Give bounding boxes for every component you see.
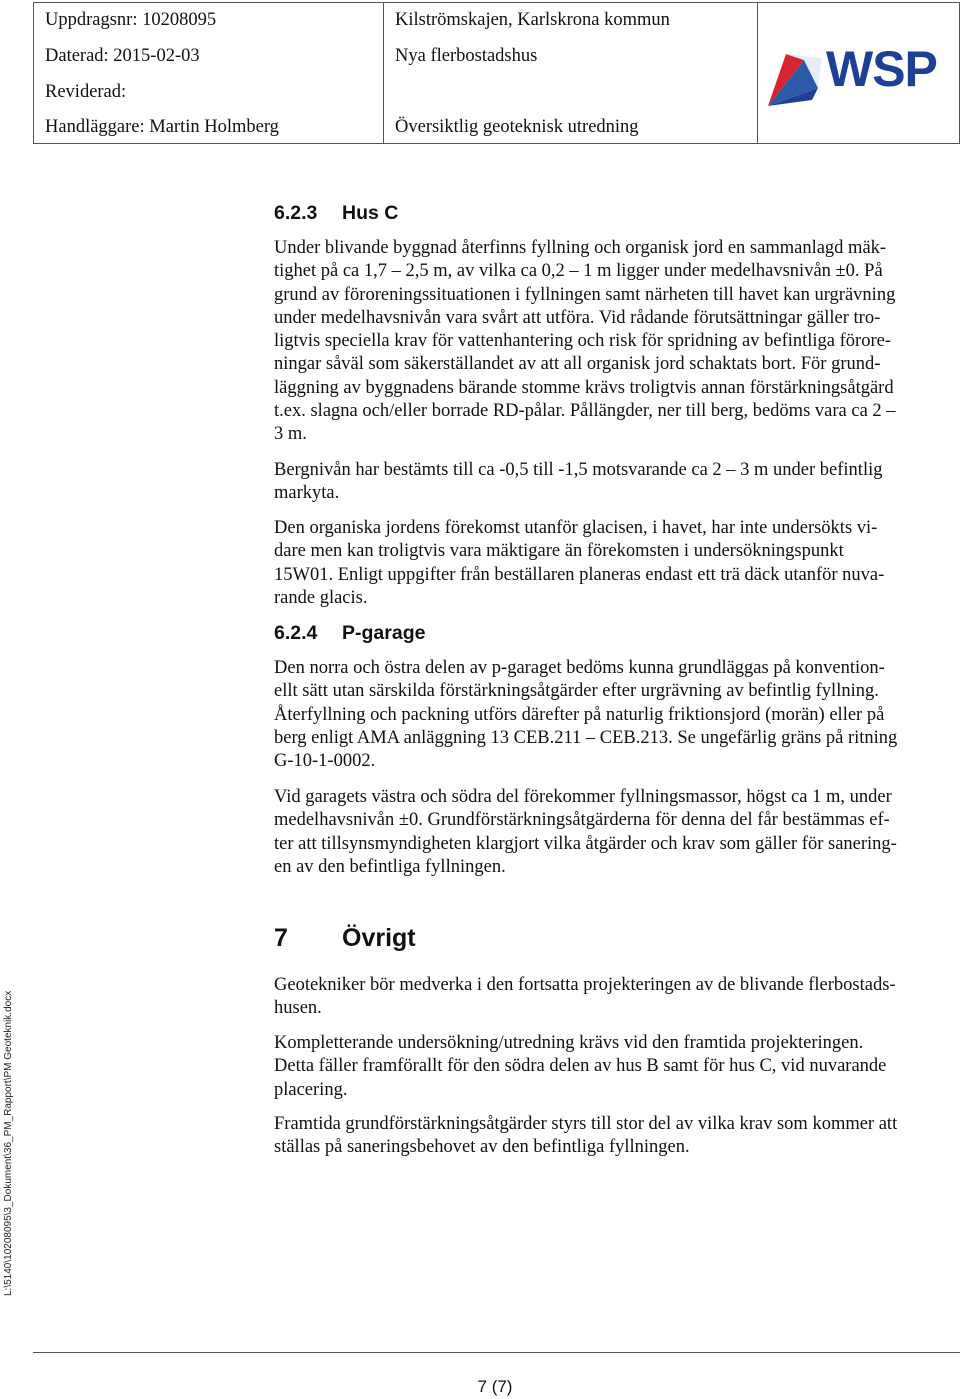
text-line: markyta.	[274, 483, 340, 504]
text-line: Den norra och östra delen av p-garaget bedöms kunna grundläggas på konvention-	[274, 658, 885, 678]
footer-divider	[33, 1352, 960, 1353]
text-line: dare men kan troligtvis vara mäktigare än förekomsten i undersökningspunkt	[274, 541, 844, 562]
paragraph	[274, 1113, 960, 1160]
project-number: Uppdragsnr: 10208095	[45, 10, 217, 30]
paragraph	[274, 974, 960, 1021]
text-line: Återfyllning och packning utförs därefter på naturlig friktionsjord (morän) eller på	[274, 704, 885, 725]
text-line: Den organiska jordens förekomst utanför glacisen, i havet, har inte undersökts vi-	[274, 518, 878, 538]
text-line: G-10-1-0002.	[274, 751, 376, 772]
section-number: 6.2.3	[274, 202, 318, 224]
text-line: t.ex. slagna och/eller borrade RD-pålar. Pållängder, ner till berg, bedöms vara ca 2 –	[274, 401, 896, 422]
text-line: Framtida grundförstärkningsåtgärder styrs till stor del av vilka krav som kommer att	[274, 1114, 898, 1134]
file-path-sidebar	[0, 956, 18, 1296]
text-line: berg enligt AMA anläggning 13 CEB.211 – CEB.213. Se ungefärlig gräns på ritning	[274, 727, 898, 748]
section-title: P-garage	[342, 622, 426, 644]
file-path: L:\5140\10208095\3_Dokument\36_PM_Rapport\PM Geoteknik.docx	[3, 990, 14, 1296]
text-line: husen.	[274, 998, 322, 1019]
text-line: ställas på saneringsbehovet av den befintliga fyllningen.	[274, 1137, 690, 1158]
text-line: en av den befintliga fyllningen.	[274, 856, 506, 877]
text-line: Vid garagets västra och södra del förekommer fyllningsmassor, högst ca 1 m, under	[274, 787, 892, 807]
document-title: Översiktlig geoteknisk utredning	[395, 117, 639, 137]
text-line: grund av föroreningssituationen i fyllningen samt närheten till havet kan urgrävning	[274, 284, 896, 305]
paragraph	[274, 1032, 960, 1102]
text-line: Detta fäller framförallt för den södra delen av hus B samt för hus C, vid nuvarande	[274, 1056, 887, 1077]
wsp-logo-icon	[766, 40, 826, 110]
text-line: tighet på ca 1,7 – 2,5 m, av vilka ca 0,2 – 1 m ligger under medelhavsnivån ±0. På	[274, 261, 883, 282]
text-line: Under blivande byggnad återfinns fyllning och organisk jord en sammanlagd mäk-	[274, 238, 887, 258]
section-number: 6.2.4	[274, 622, 318, 644]
header-logo-column	[758, 3, 959, 143]
handler: Handläggare: Martin Holmberg	[45, 117, 279, 137]
text-line: Kompletterande undersökning/utredning krävs vid den framtida projekteringen.	[274, 1033, 864, 1053]
header-middle-column	[384, 3, 758, 143]
section-title: Hus C	[342, 202, 399, 224]
section-heading-6-2-3	[274, 202, 398, 224]
paragraph	[274, 237, 960, 447]
document-header	[33, 2, 960, 144]
project-name: Nya flerbostadshus	[395, 46, 538, 66]
text-line: ter att tillsynsmyndigheten klargjort vilka åtgärder och krav som gäller för sanering-	[274, 833, 897, 854]
wsp-logo-text: WSP	[826, 41, 937, 97]
dated: Daterad: 2015-02-03	[45, 46, 200, 66]
text-line: Geotekniker bör medverka i den fortsatta projekteringen av de blivande flerbostads-	[274, 975, 896, 995]
page-number: 7 (7)	[477, 1377, 513, 1396]
text-line: ellt sätt utan särskilda förstärkningsåtgärder efter urgrävning av befintlig fyllning.	[274, 681, 879, 702]
text-line: läggning av byggnadens bärande stomme krävs troligtvis annan förstärkningsåtgärd	[274, 377, 894, 398]
text-line: rande glacis.	[274, 587, 368, 608]
chapter-title: Övrigt	[342, 924, 416, 952]
paragraph	[274, 459, 960, 506]
revised: Reviderad:	[45, 82, 127, 102]
section-heading-6-2-4	[274, 622, 425, 644]
text-line: Bergnivån har bestämts till ca -0,5 till -1,5 motsvarande ca 2 – 3 m under befintlig	[274, 460, 883, 480]
text-line: 15W01. Enligt uppgifter från beställaren planeras endast ett trä däck utanför nuva-	[274, 564, 885, 585]
chapter-heading-7	[274, 924, 416, 952]
text-line: ningar såväl som säkerställandet av att all organisk jord schaktats bort. För grund-	[274, 354, 881, 375]
paragraph	[274, 657, 960, 773]
text-line: under medelhavsnivån vara svårt att utföra. Vid rådande förutsättningar gäller tro-	[274, 307, 881, 328]
wsp-logo	[766, 40, 956, 110]
location: Kilströmskajen, Karlskrona kommun	[395, 10, 670, 30]
paragraph	[274, 786, 960, 879]
chapter-number: 7	[274, 924, 288, 952]
text-line: medelhavsnivån ±0. Grundförstärkningsåtgärderna för denna del får bestämmas ef-	[274, 810, 890, 831]
text-line: ligtvis speciella krav för vattenhantering och risk för spridning av befintliga förore-	[274, 331, 891, 352]
text-line: placering.	[274, 1079, 348, 1100]
text-line: 3 m.	[274, 424, 307, 445]
header-left-column	[34, 3, 384, 143]
paragraph	[274, 517, 960, 610]
